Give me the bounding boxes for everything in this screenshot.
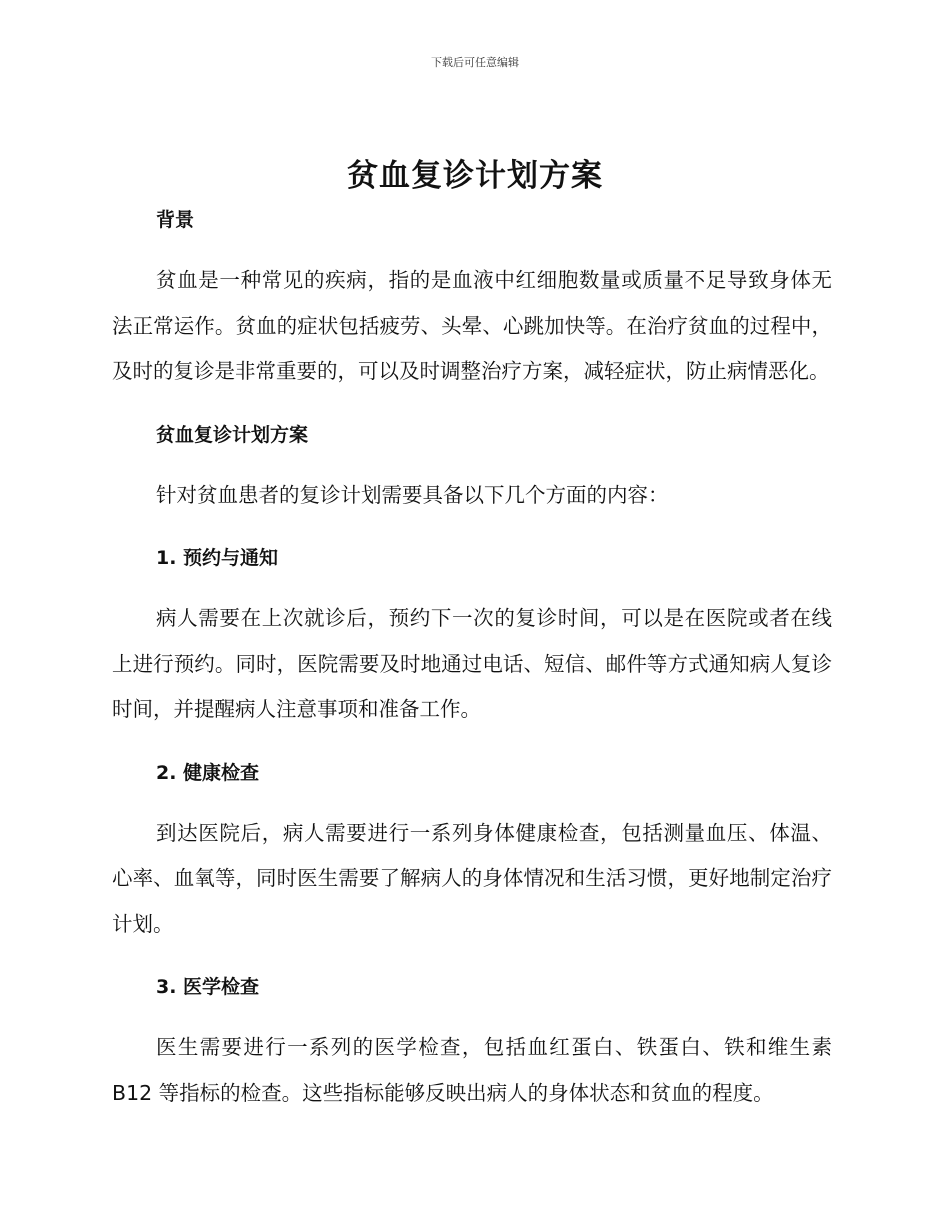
item3-paragraph: 医生需要进行一系列的医学检查，包括血红蛋白、铁蛋白、铁和维生素 B12 等指标的检查。这些指标能够反映出病人的身体状态和贫血的程度。 — [112, 1035, 832, 1105]
plan-heading: 贫血复诊计划方案 — [156, 423, 309, 446]
item1-heading: 1. 预约与通知 — [156, 547, 279, 569]
item3-heading: 3. 医学检查 — [156, 976, 260, 998]
item2-heading: 2. 健康检查 — [156, 761, 260, 784]
item1-paragraph: 病人需要在上次就诊后，预约下一次的复诊时间，可以是在医院或者在线上进行预约。同时，医院需要及时地通过电话、短信、邮件等方式通知病人复诊时间，并提醒病人注意事项和准备工作。 — [112, 606, 832, 721]
document-title: 贫血复诊计划方案 — [347, 158, 603, 194]
item2-paragraph: 到达医院后，病人需要进行一系列身体健康检查，包括测量血压、体温、心率、血氧等，同时医生需要了解病人的身体情况和生活习惯，更好地制定治疗计划。 — [112, 820, 832, 936]
header-note: 下载后可任意编辑 — [431, 56, 519, 69]
background-heading: 背景 — [156, 209, 195, 231]
background-paragraph: 贫血是一种常见的疾病，指的是血液中红细胞数量或质量不足导致身体无法正常运作。贫血的症状包括疲劳、头晕、心跳加快等。在治疗贫血的过程中，及时的复诊是非常重要的，可以及时调整治疗方案，减轻症状，防止病情恶化。 — [112, 268, 832, 383]
plan-intro-paragraph: 针对贫血患者的复诊计划需要具备以下几个方面的内容： — [156, 482, 669, 507]
document-body — [112, 202, 832, 1116]
